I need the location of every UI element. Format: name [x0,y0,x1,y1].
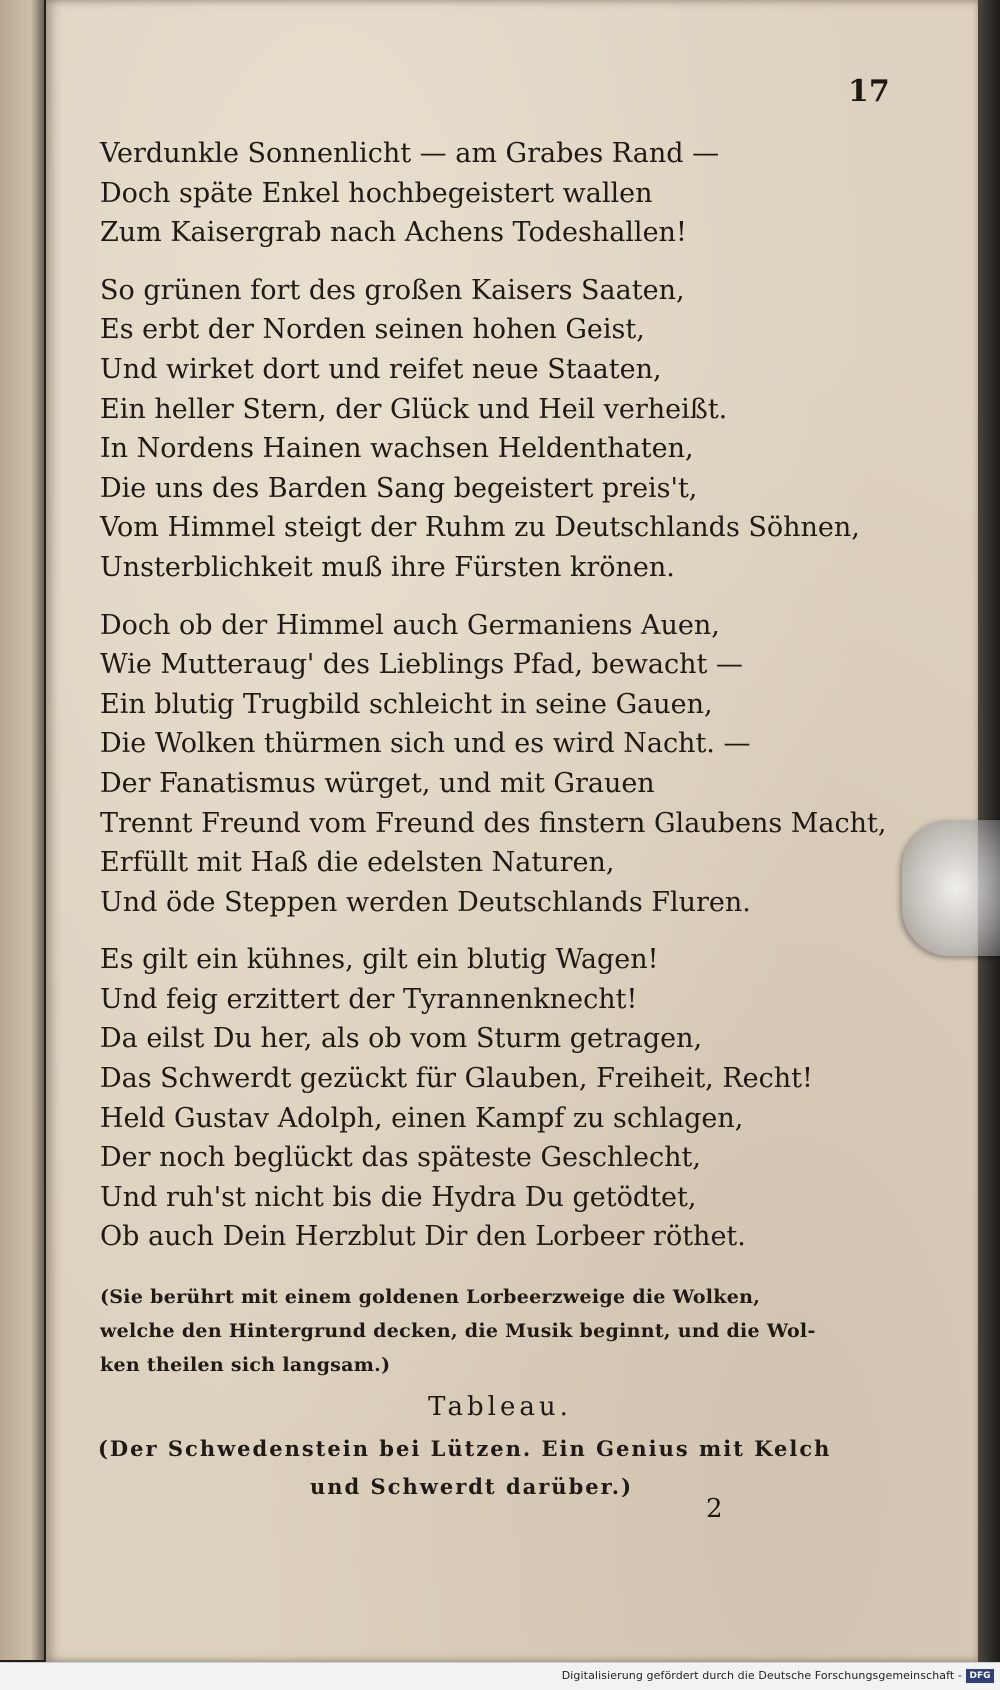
page-number: 17 [848,74,890,109]
signature-mark: 2 [706,1494,723,1524]
verse-line: Und öde Steppen werden Deutschlands Fluren. [100,886,751,918]
verse-line: Erfüllt mit Haß die edelsten Naturen, [100,847,615,879]
poem-text [100,134,900,1275]
verse-line: So grünen fort des großen Kaisers Saaten, [100,274,685,306]
verse-line: Das Schwerdt gezückt für Glauben, Freiheit, Recht! [100,1063,813,1095]
tableau-description-line: und Schwerdt darüber.) [310,1474,633,1499]
stage-direction-line: welche den Hintergrund decken, die Musik beginnt, und die Wol- [100,1320,816,1342]
verse-line: Es gilt ein kühnes, gilt ein blutig Wagen! [100,944,659,976]
verse-line: Doch ob der Himmel auch Germaniens Auen, [100,609,720,641]
stanza [100,271,900,588]
verse-line: Vom Himmel steigt der Ruhm zu Deutschlands Söhnen, [100,512,860,544]
verse-line: Die Wolken thürmen sich und es wird Nacht. — [100,728,751,760]
tableau-description [98,1430,908,1506]
stanza [100,940,900,1257]
verse-line: Zum Kaisergrab nach Achens Todeshallen! [100,217,687,249]
stage-direction-line: ken theilen sich langsam.) [100,1354,391,1376]
verse-line: Und feig erzittert der Tyrannenknecht! [100,983,638,1015]
verse-line: Der Fanatismus würget, und mit Grauen [100,767,655,799]
stanza [100,606,900,923]
dfg-logo-icon: DFG [966,1669,994,1683]
verse-line: Der noch beglückt das späteste Geschlecht, [100,1142,701,1174]
verse-line: Und ruh'st nicht bis die Hydra Du getödtet, [100,1181,697,1213]
verse-line: Es erbt der Norden seinen hohen Geist, [100,314,645,346]
verse-line: Da eilst Du her, als ob vom Sturm getragen, [100,1023,703,1055]
verse-line: Held Gustav Adolph, einen Kampf zu schlagen, [100,1102,744,1134]
glass-clip [902,820,1000,956]
stage-direction [100,1280,900,1382]
footer-credit: Digitalisierung gefördert durch die Deutsche Forschungsgemeinschaft - [561,1669,962,1682]
verse-line: Ob auch Dein Herzblut Dir den Lorbeer röthet. [100,1221,746,1253]
verse-line: Ein heller Stern, der Glück und Heil verheißt. [100,393,728,425]
stage-direction-line: (Sie berührt mit einem goldenen Lorbeerzweige die Wolken, [100,1286,761,1308]
stanza [100,134,900,253]
verse-line: Trennt Freund vom Freund des finstern Glaubens Macht, [100,807,887,839]
verse-line: Wie Mutteraug' des Lieblings Pfad, bewacht — [100,649,743,681]
verse-line: Ein blutig Trugbild schleicht in seine Gauen, [100,688,713,720]
tableau-heading: Tableau. [428,1392,572,1422]
verse-line: Und wirket dort und reifet neue Staaten, [100,353,662,385]
verse-line: Die uns des Barden Sang begeistert preis't, [100,472,698,504]
footer-bar [0,1662,1000,1690]
tableau-description-line: (Der Schwedenstein bei Lützen. Ein Genius mit Kelch [98,1436,832,1461]
verse-line: Unsterblichkeit muß ihre Fürsten krönen. [100,551,675,583]
verse-line: Verdunkle Sonnenlicht — am Grabes Rand — [100,138,720,169]
verse-line: Doch späte Enkel hochbegeistert wallen [100,177,653,209]
verse-line: In Nordens Hainen wachsen Heldenthaten, [100,433,694,465]
